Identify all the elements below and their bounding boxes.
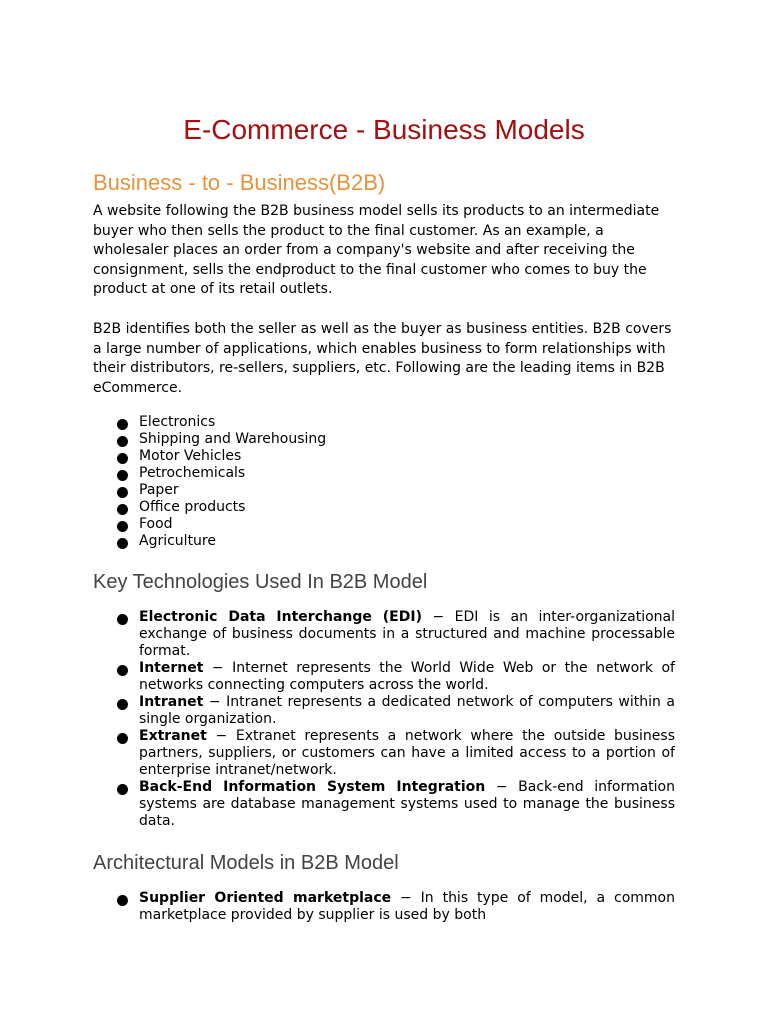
list-item: [115, 890, 675, 924]
list-item: [115, 609, 675, 660]
list-item: [115, 431, 675, 448]
list-item: [115, 728, 675, 779]
b2b-items-list: [115, 414, 675, 550]
bullet-icon: [117, 733, 128, 744]
list-item-text: Petrochemicals: [139, 465, 246, 481]
bullet-icon: [117, 487, 128, 498]
term-label: Internet: [139, 660, 204, 676]
second-paragraph: B2B identifies both the seller as well as the buyer as business entities. B2B covers a large number of applications, which enables business to form relationships with their distributors, re-sellers, suppliers, etc. Following are the leading items in B2B eCommerce.: [93, 321, 672, 396]
term-description: − EDI is an inter-organizational exchange of business documents in a structured and machine processable format.: [139, 609, 675, 659]
list-item-text: Motor Vehicles: [139, 448, 242, 464]
technologies-heading: Key Technologies Used In B2B Model: [93, 571, 428, 593]
bullet-icon: [117, 665, 128, 676]
list-item: [115, 465, 675, 482]
list-item: [115, 516, 675, 533]
architectures-heading: Architectural Models in B2B Model: [93, 852, 399, 874]
page-title: E-Commerce - Business Models: [183, 114, 585, 145]
technologies-list: [115, 609, 675, 830]
term-description: − Internet represents the World Wide Web or the network of networks connecting computers across the world.: [139, 660, 675, 693]
term-description: − Back-end information systems are database management systems used to manage the business data.: [139, 779, 675, 829]
list-item-text: Agriculture: [139, 533, 216, 549]
list-item-text: Office products: [139, 499, 246, 515]
list-item-text: Shipping and Warehousing: [139, 431, 327, 447]
list-item: [115, 779, 675, 830]
bullet-icon: [117, 436, 128, 447]
bullet-icon: [117, 470, 128, 481]
term-description: − Intranet represents a dedicated network of computers within a single organization.: [139, 694, 675, 727]
list-item-text: Paper: [139, 482, 179, 498]
list-item: [115, 414, 675, 431]
bullet-icon: [117, 699, 128, 710]
list-item: [115, 694, 675, 728]
list-item-text: Electronics: [139, 414, 216, 430]
b2b-heading: Business - to - Business(B2B): [93, 170, 386, 195]
bullet-icon: [117, 521, 128, 532]
intro-paragraph: A website following the B2B business model sells its products to an intermediate buyer who then sells the product to the final customer. As an example, a wholesaler places an order from a company's website and after receiving the consignment, sells the endproduct to the final customer who comes to buy the product at one of its retail outlets.: [93, 203, 660, 297]
term-label: Intranet: [139, 694, 204, 710]
list-item: [115, 660, 675, 694]
term-label: Extranet: [139, 728, 207, 744]
term-description: − In this type of model, a common marketplace provided by supplier is used by both: [139, 890, 675, 923]
term-label: Supplier Oriented marketplace: [139, 890, 392, 906]
bullet-icon: [117, 419, 128, 430]
architectures-list: [115, 890, 675, 924]
term-label: Back-End Information System Integration: [139, 779, 486, 795]
list-item: [115, 448, 675, 465]
list-item: [115, 499, 675, 516]
list-item: [115, 482, 675, 499]
list-item: [115, 533, 675, 550]
bullet-icon: [117, 614, 128, 625]
bullet-icon: [117, 538, 128, 549]
term-description: − Extranet represents a network where the outside business partners, suppliers, or customers can have a limited access to a portion of enterprise intranet/network.: [139, 728, 675, 778]
bullet-icon: [117, 504, 128, 515]
term-label: Electronic Data Interchange (EDI): [139, 609, 422, 625]
bullet-icon: [117, 895, 128, 906]
bullet-icon: [117, 784, 128, 795]
list-item-text: Food: [139, 516, 173, 532]
bullet-icon: [117, 453, 128, 464]
